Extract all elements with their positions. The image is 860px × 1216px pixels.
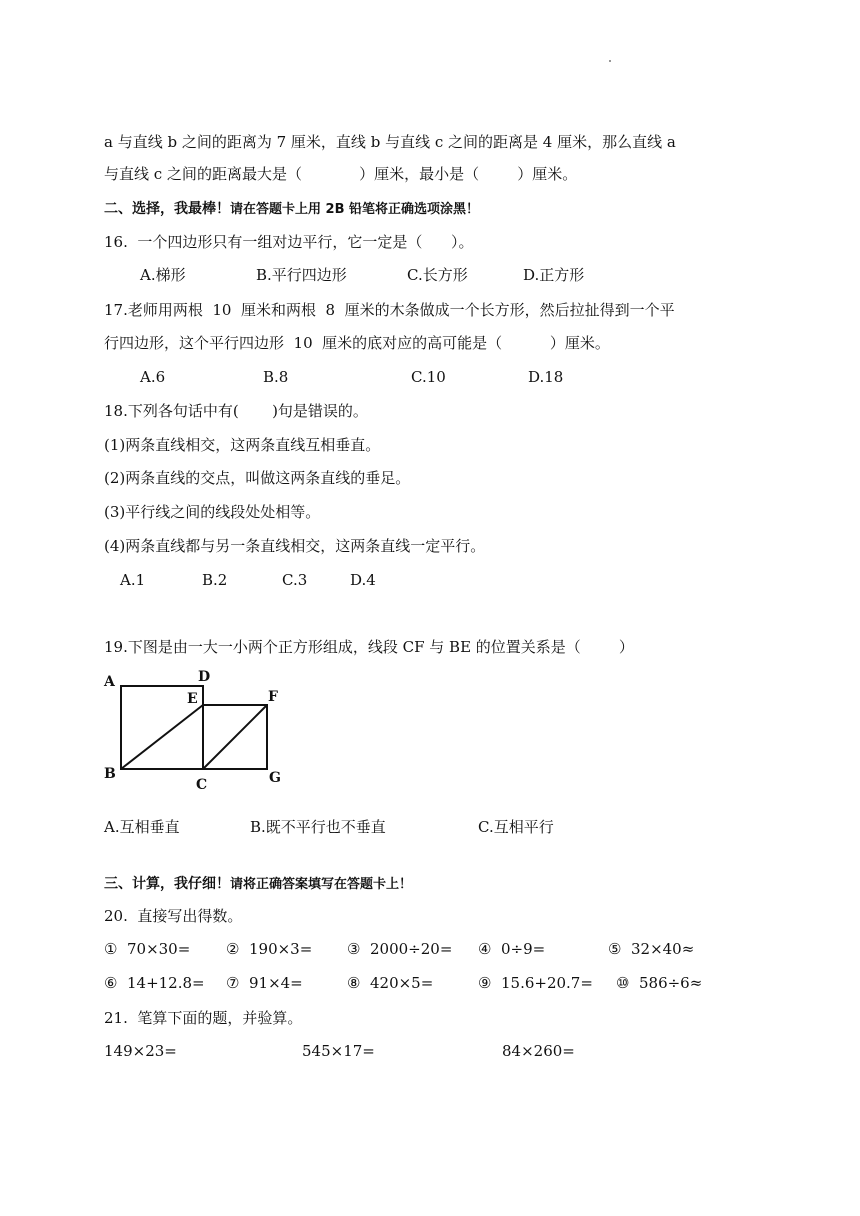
q19-option-b: B.既不平行也不垂直 [250,818,386,836]
q21-item-1: 149×23= [104,1042,177,1060]
q21-item-2: 545×17= [302,1042,375,1060]
q16-option-c: C.长方形 [407,266,468,284]
q17-option-c: C.10 [411,368,446,386]
section-3-heading [104,877,412,891]
q17-option-d: D.18 [528,368,564,386]
q20-item-9: ⑨ 15.6+20.7= [478,974,593,992]
label-a: A [104,674,115,690]
q16-option-a: A.梯形 [140,266,186,284]
q16-stem: 16. 一个四边形只有一组对边平行，它一定是（ ）。 [104,233,474,251]
q20-item-2: ② 190×3= [226,940,313,958]
q21-stem: 21. 笔算下面的题，并验算。 [104,1009,303,1027]
q19-option-a: A.互相垂直 [104,818,180,836]
q18-option-d: D.4 [350,571,376,589]
q20-item-8: ⑧ 420×5= [347,974,434,992]
q20-item-7: ⑦ 91×4= [226,974,303,992]
q20-item-3: ③ 2000÷20= [347,940,453,958]
q20-item-10: ⑩ 586÷6≈ [616,974,703,992]
q17-option-b: B.8 [263,368,289,386]
q18-statement-1: (1)两条直线相交，这两条直线互相垂直。 [104,436,381,454]
q20-stem: 20. 直接写出得数。 [104,907,243,925]
label-g: G [269,770,281,786]
q19-option-c: C.互相平行 [478,818,554,836]
q16-option-d: D.正方形 [523,266,585,284]
section-2-instruction: 请在答题卡上用 2B 铅笔将正确选项涂黑！ [230,202,480,217]
label-b: B [104,766,116,782]
q18-option-b: B.2 [202,571,228,589]
q16-option-b: B.平行四边形 [256,266,347,284]
section-2-heading [104,202,479,216]
label-e: E [187,691,198,707]
q18-option-a: A.1 [120,571,146,589]
q17-option-a: A.6 [140,368,166,386]
q17-line-1: 17.老师用两根 10 厘米和两根 8 厘米的木条做成一个长方形，然后拉扯得到一个平 [104,301,675,319]
q18-statement-3: (3)平行线之间的线段处处相等。 [104,503,321,521]
q20-item-6: ⑥ 14+12.8= [104,974,205,992]
section-2-title: 二、选择，我最棒！ [104,201,230,217]
q15-line-2: 与直线 c 之间的距离最大是（ ）厘米，最小是（ ）厘米。 [104,165,578,183]
stray-dot [609,60,611,62]
q17-line-2: 行四边形，这个平行四边形 10 厘米的底对应的高可能是（ ）厘米。 [104,334,610,352]
section-3-title: 三、计算，我仔细！ [104,876,230,892]
q18-statement-4: (4)两条直线都与另一条直线相交，这两条直线一定平行。 [104,537,486,555]
q15-line-1: a 与直线 b 之间的距离为 7 厘米，直线 b 与直线 c 之间的距离是 4 厘米，那么直线 a [104,133,676,151]
segment-cf [203,705,267,769]
q20-item-5: ⑤ 32×40≈ [608,940,695,958]
q18-statement-2: (2)两条直线的交点，叫做这两条直线的垂足。 [104,469,411,487]
q20-item-1: ① 70×30= [104,940,191,958]
q18-option-c: C.3 [282,571,308,589]
segment-be [121,705,203,769]
label-c: C [196,777,208,793]
section-3-instruction: 请将正确答案填写在答题卡上！ [230,877,413,892]
label-d: D [198,669,211,685]
q20-item-4: ④ 0÷9= [478,940,546,958]
q18-stem: 18.下列各句话中有( )句是错误的。 [104,402,368,420]
label-f: F [268,689,278,705]
q21-item-3: 84×260= [502,1042,575,1060]
two-squares-figure [100,668,300,798]
q19-stem: 19.下图是由一大一小两个正方形组成，线段 CF 与 BE 的位置关系是（ ） [104,638,634,656]
